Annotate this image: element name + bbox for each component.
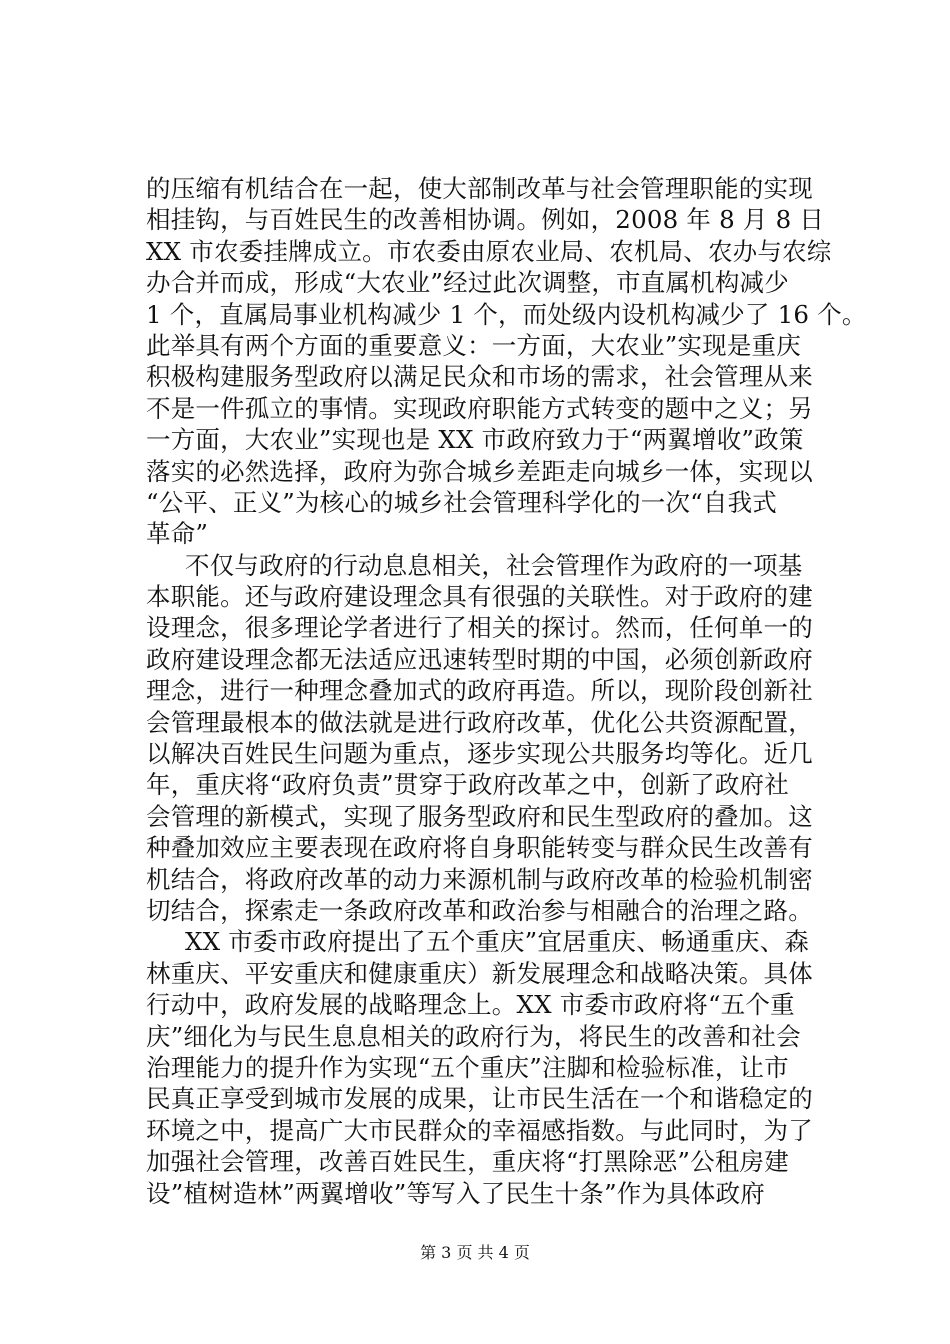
text-line: 民真正享受到城市发展的成果，让市民生活在一个和谐稳定的 [146,1084,813,1114]
text-line: “公平、正义”为核心的城乡社会管理科学化的一次“自我式 [146,487,777,517]
paragraph-start-line: 不仅与政府的行动息息相关，社会管理作为政府的一项基 [185,550,803,580]
text-line: 年，重庆将“政府负责”贯穿于政府改革之中，创新了政府社 [146,770,789,800]
paragraph-start-line: XX 市委市政府提出了五个重庆”宜居重庆、畅通重庆、森 [185,927,810,957]
text-line: 此举具有两个方面的重要意义：一方面，大农业”实现是重庆 [146,330,801,360]
text-line: 种叠加效应主要表现在政府将自身职能转变与群众民生改善有 [146,833,813,863]
text-line: 庆”细化为与民生息息相关的政府行为，将民生的改善和社会 [146,1021,801,1051]
page-number-footer: 第 3 页 共 4 页 [420,1243,530,1262]
document-body [146,173,867,1209]
text-line: XX 市农委挂牌成立。市农委由原农业局、农机局、农办与农综 [146,236,832,266]
text-line: 不是一件孤立的事情。实现政府职能方式转变的题中之义；另 [146,393,813,423]
text-line: 设”植树造林”两翼增收”等写入了民生十条”作为具体政府 [146,1178,765,1208]
text-line: 机结合，将政府改革的动力来源机制与政府改革的检验机制密 [146,864,813,894]
text-line: 1 个，直属局事业机构减少 1 个，而处级内设机构减少了 16 个。 [146,299,867,329]
text-line: 以解决百姓民生问题为重点，逐步实现公共服务均等化。近几 [146,739,813,769]
text-line: 治理能力的提升作为实现“五个重庆”注脚和检验标准，让市 [146,1052,789,1082]
text-line: 相挂钩，与百姓民生的改善相协调。例如，2008 年 8 月 8 日 [146,205,825,235]
text-line: 本职能。还与政府建设理念具有很强的关联性。对于政府的建 [146,582,813,612]
text-line: 政府建设理念都无法适应迅速转型时期的中国，必须创新政府 [146,644,813,674]
text-line: 办合并而成，形成“大农业”经过此次调整，市直属机构减少 [146,268,789,298]
text-line: 理念，进行一种理念叠加式的政府再造。所以，现阶段创新社 [146,676,813,706]
text-line: 环境之中，提高广大市民群众的幸福感指数。与此同时，为了 [146,1115,813,1145]
text-line: 的压缩有机结合在一起，使大部制改革与社会管理职能的实现 [146,174,813,203]
text-line: 切结合，探索走一条政府改革和政治参与相融合的治理之路。 [146,895,813,925]
text-line: 会管理最根本的做法就是进行政府改革，优化公共资源配置， [146,707,813,737]
text-line: 落实的必然选择，政府为弥合城乡差距走向城乡一体，实现以 [146,456,813,486]
text-line: 行动中，政府发展的战略理念上。XX 市委市政府将“五个重 [146,990,795,1020]
text-line: 会管理的新模式，实现了服务型政府和民生型政府的叠加。这 [146,801,813,831]
text-line: 设理念，很多理论学者进行了相关的探讨。然而，任何单一的 [146,613,813,643]
text-line: 加强社会管理，改善百姓民生，重庆将“打黑除恶”公租房建 [146,1147,789,1177]
text-line: 一方面，大农业”实现也是 XX 市政府致力于“两翼增收”政策 [146,425,804,455]
text-line: 林重庆、平安重庆和健康重庆）新发展理念和战略决策。具体 [146,958,813,988]
text-line: 积极构建服务型政府以满足民众和市场的需求，社会管理从来 [146,362,813,392]
text-line: 革命” [146,519,209,549]
